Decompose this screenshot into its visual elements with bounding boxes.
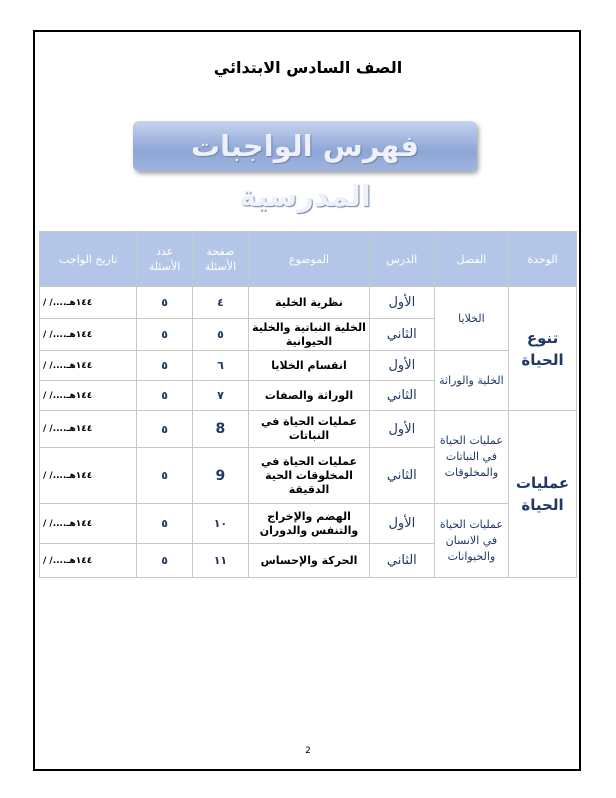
table-row bbox=[40, 504, 577, 544]
topic-cell: الخلية النباتية والخلية الحيوانية bbox=[249, 319, 370, 351]
date-cell: / /....١٤٤هـ bbox=[40, 504, 137, 544]
homework-index-table bbox=[39, 231, 577, 578]
header-unit: الوحدة bbox=[509, 232, 577, 287]
date-cell: / /....١٤٤هـ bbox=[40, 351, 137, 381]
date-cell: / /....١٤٤هـ bbox=[40, 411, 137, 448]
lesson-cell: الثاني bbox=[369, 448, 434, 504]
count-cell: ٥ bbox=[137, 544, 192, 578]
count-cell: ٥ bbox=[137, 504, 192, 544]
page-cell: ٤ bbox=[192, 287, 248, 319]
topic-cell: عمليات الحياة في النباتات bbox=[249, 411, 370, 448]
count-cell: ٥ bbox=[137, 287, 192, 319]
page-cell: 9 bbox=[192, 448, 248, 504]
count-cell: ٥ bbox=[137, 411, 192, 448]
table-row bbox=[40, 411, 577, 448]
count-cell: ٥ bbox=[137, 381, 192, 411]
lesson-cell: الأول bbox=[369, 504, 434, 544]
count-cell: ٥ bbox=[137, 319, 192, 351]
topic-cell: الحركة والإحساس bbox=[249, 544, 370, 578]
table-row bbox=[40, 351, 577, 381]
date-cell: / /....١٤٤هـ bbox=[40, 544, 137, 578]
topic-cell: نظرية الخلية bbox=[249, 287, 370, 319]
unit-cell: عمليات الحياة bbox=[509, 411, 577, 578]
lesson-cell: الأول bbox=[369, 287, 434, 319]
page-cell: ١٠ bbox=[192, 504, 248, 544]
page-cell: ٦ bbox=[192, 351, 248, 381]
lesson-cell: الأول bbox=[369, 351, 434, 381]
header-lesson: الدرس bbox=[369, 232, 434, 287]
chapter-cell: الخلايا bbox=[434, 287, 508, 351]
page-cell: ١١ bbox=[192, 544, 248, 578]
page-cell: ٥ bbox=[192, 319, 248, 351]
grade-title: الصف السادس الابتدائي bbox=[213, 58, 403, 77]
lesson-cell: الثاني bbox=[369, 544, 434, 578]
banner-title: فهرس الواجبات المدرسية bbox=[133, 121, 477, 171]
unit-cell: تنوع الحياة bbox=[509, 287, 577, 411]
header-count: عدد الأسئلة bbox=[137, 232, 192, 287]
date-cell: / /....١٤٤هـ bbox=[40, 319, 137, 351]
header-chapter: الفصل bbox=[434, 232, 508, 287]
topic-cell: الوراثة والصفات bbox=[249, 381, 370, 411]
chapter-cell: عمليات الحياة في النباتات والمخلوقات bbox=[434, 411, 508, 504]
lesson-cell: الأول bbox=[369, 411, 434, 448]
table-header bbox=[40, 232, 577, 287]
date-cell: / /....١٤٤هـ bbox=[40, 287, 137, 319]
topic-cell: انقسام الخلايا bbox=[249, 351, 370, 381]
chapter-cell: عمليات الحياة في الانسان والحيوانات bbox=[434, 504, 508, 578]
header-page: صفحة الأسئلة bbox=[192, 232, 248, 287]
count-cell: ٥ bbox=[137, 351, 192, 381]
page-cell: 8 bbox=[192, 411, 248, 448]
page-cell: ٧ bbox=[192, 381, 248, 411]
chapter-cell: الخلية والوراثة bbox=[434, 351, 508, 411]
header-date: تاريخ الواجب bbox=[40, 232, 137, 287]
topic-cell: الهضم والإخراج والتنفس والدوران bbox=[249, 504, 370, 544]
date-cell: / /....١٤٤هـ bbox=[40, 448, 137, 504]
lesson-cell: الثاني bbox=[369, 381, 434, 411]
page-number: 2 bbox=[305, 746, 311, 756]
table-row bbox=[40, 287, 577, 319]
date-cell: / /....١٤٤هـ bbox=[40, 381, 137, 411]
topic-cell: عمليات الحياة في المخلوقات الحية الدقيقة bbox=[249, 448, 370, 504]
header-topic: الموضوع bbox=[249, 232, 370, 287]
count-cell: ٥ bbox=[137, 448, 192, 504]
lesson-cell: الثاني bbox=[369, 319, 434, 351]
